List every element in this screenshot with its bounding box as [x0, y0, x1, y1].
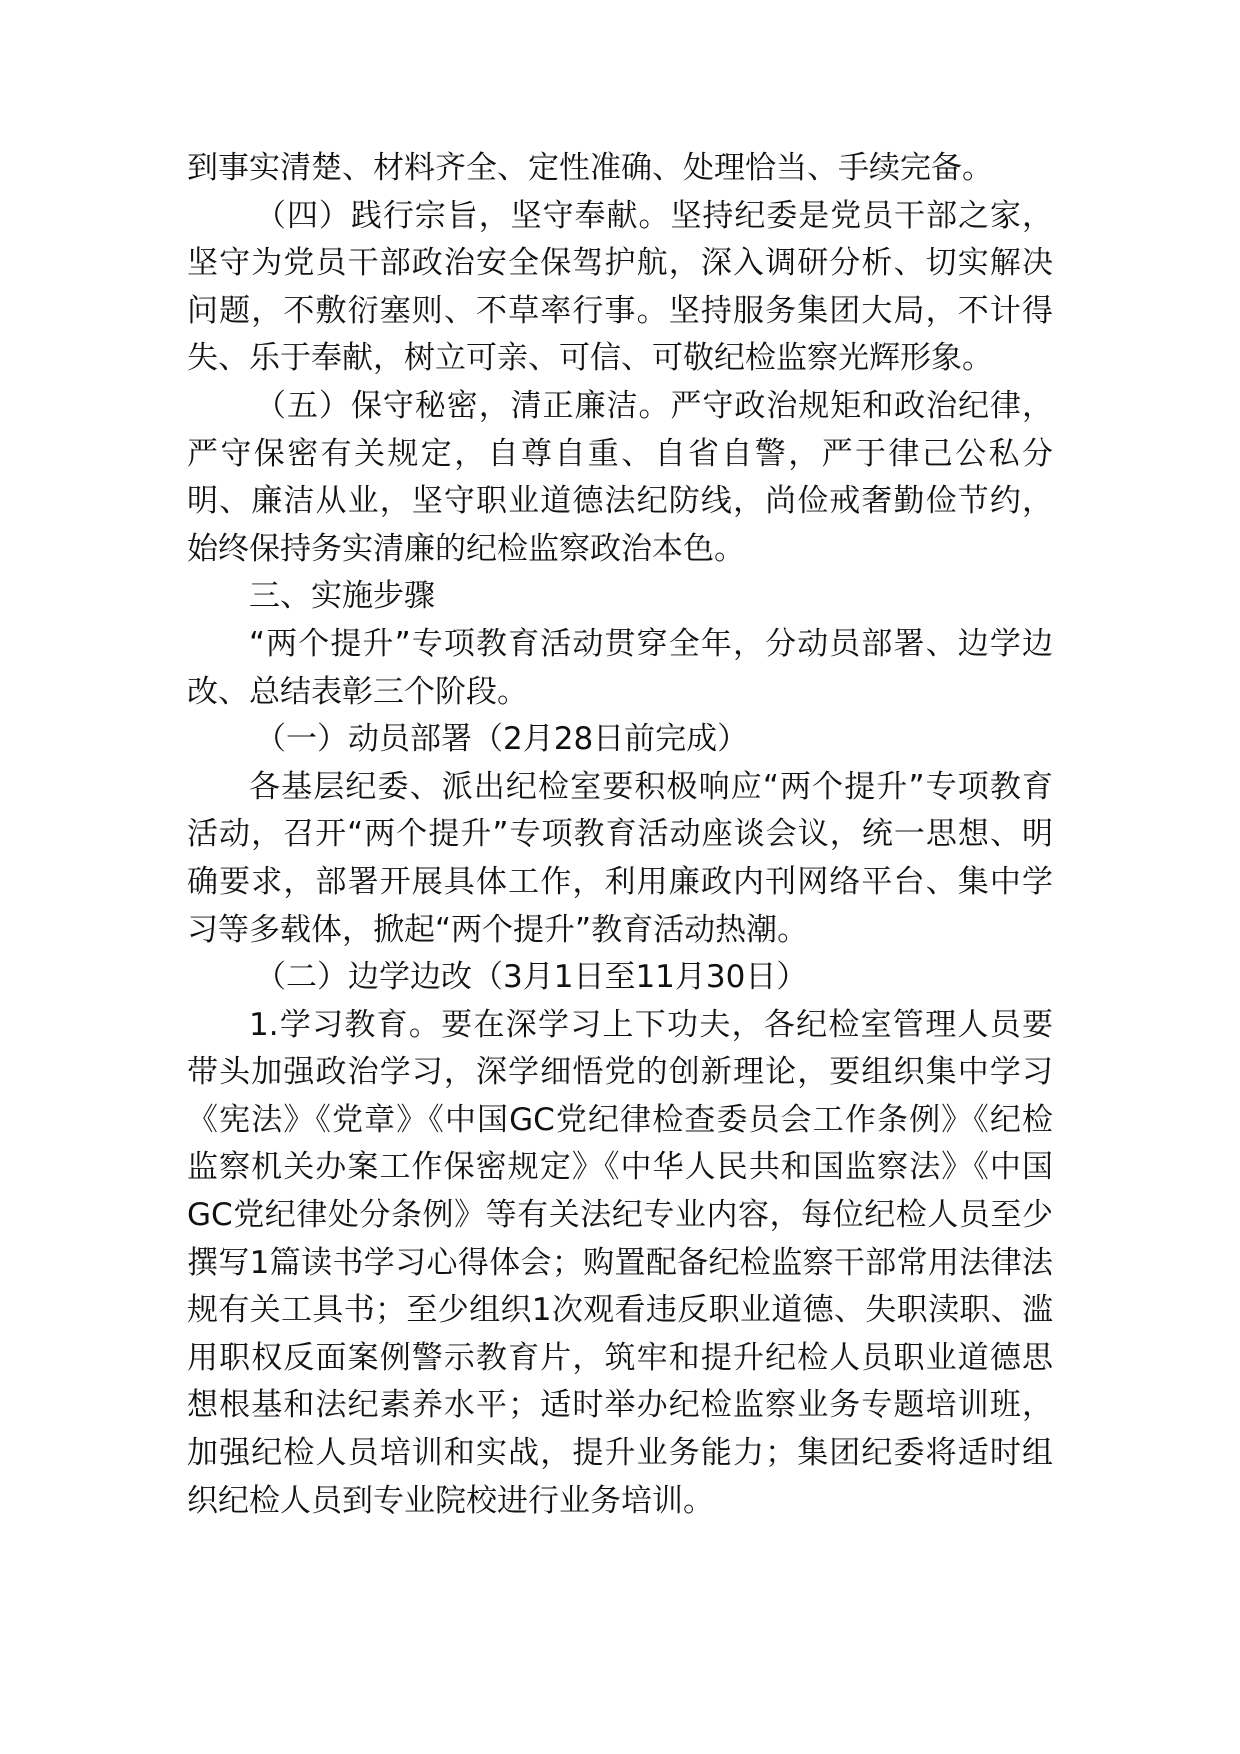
paragraph-study-education: 1.学习教育。要在深学习上下功夫，各纪检室管理人员要带头加强政治学习，深学细悟党的创新理论，要组织集中学习《宪法》《党章》《中国GC党纪律检查委员会工作条例》《纪检监察机关办案工作保密规定》《中华人民共和国监察法》《中国GC党纪律处分条例》等有关法纪专业内容，每位纪检人员至少撰写1篇读书学习心得体会；购置配备纪检监察干部常用法律法规有关工具书；至少组织1次观看违反职业道德、失职渎职、滥用职权反面案例警示教育片，筑牢和提升纪检人员职业道德思想根基和法纪素养水平；适时举办纪检监察业务专题培训班，加强纪检人员培训和实战，提升业务能力；集团纪委将适时组织纪检人员到专业院校进行业务培训。	[187, 1006, 1053, 1519]
heading-mobilization: （一）动员部署（2月28日前完成）	[255, 721, 749, 758]
paragraph-section-four: （四）践行宗旨，坚守奉献。坚持纪委是党员干部之家，坚守为党员干部政治安全保驾护航，深入调研分析、切实解决问题，不敷衍塞则、不草率行事。坚持服务集团大局，不计得失、乐于奉献，树立可亲、可信、可敬纪检监察光辉形象。	[187, 197, 1053, 377]
paragraph-overview: “两个提升”专项教育活动贯穿全年，分动员部署、边学边改、总结表彰三个阶段。	[187, 625, 1053, 710]
heading-implementation-steps: 三、实施步骤	[249, 578, 435, 615]
paragraph-mobilization: 各基层纪委、派出纪检室要积极响应“两个提升”专项教育活动，召开“两个提升”专项教育活动座谈会议，统一思想、明确要求，部署开展具体工作，利用廉政内刊网络平台、集中学习等多载体，掀起“两个提升”教育活动热潮。	[187, 768, 1053, 948]
paragraph-section-five: （五）保守秘密，清正廉洁。严守政治规矩和政治纪律，严守保密有关规定，自尊自重、自省自警，严于律己公私分明、廉洁从业，坚守职业道德法纪防线，尚俭戒奢勤俭节约，始终保持务实清廉的纪检监察政治本色。	[187, 387, 1053, 567]
heading-learn-and-correct: （二）边学边改（3月1日至11月30日）	[255, 959, 808, 996]
paragraph-continuation: 到事实清楚、材料齐全、定性准确、处理恰当、手续完备。	[187, 150, 993, 186]
document-body	[187, 145, 1053, 1525]
